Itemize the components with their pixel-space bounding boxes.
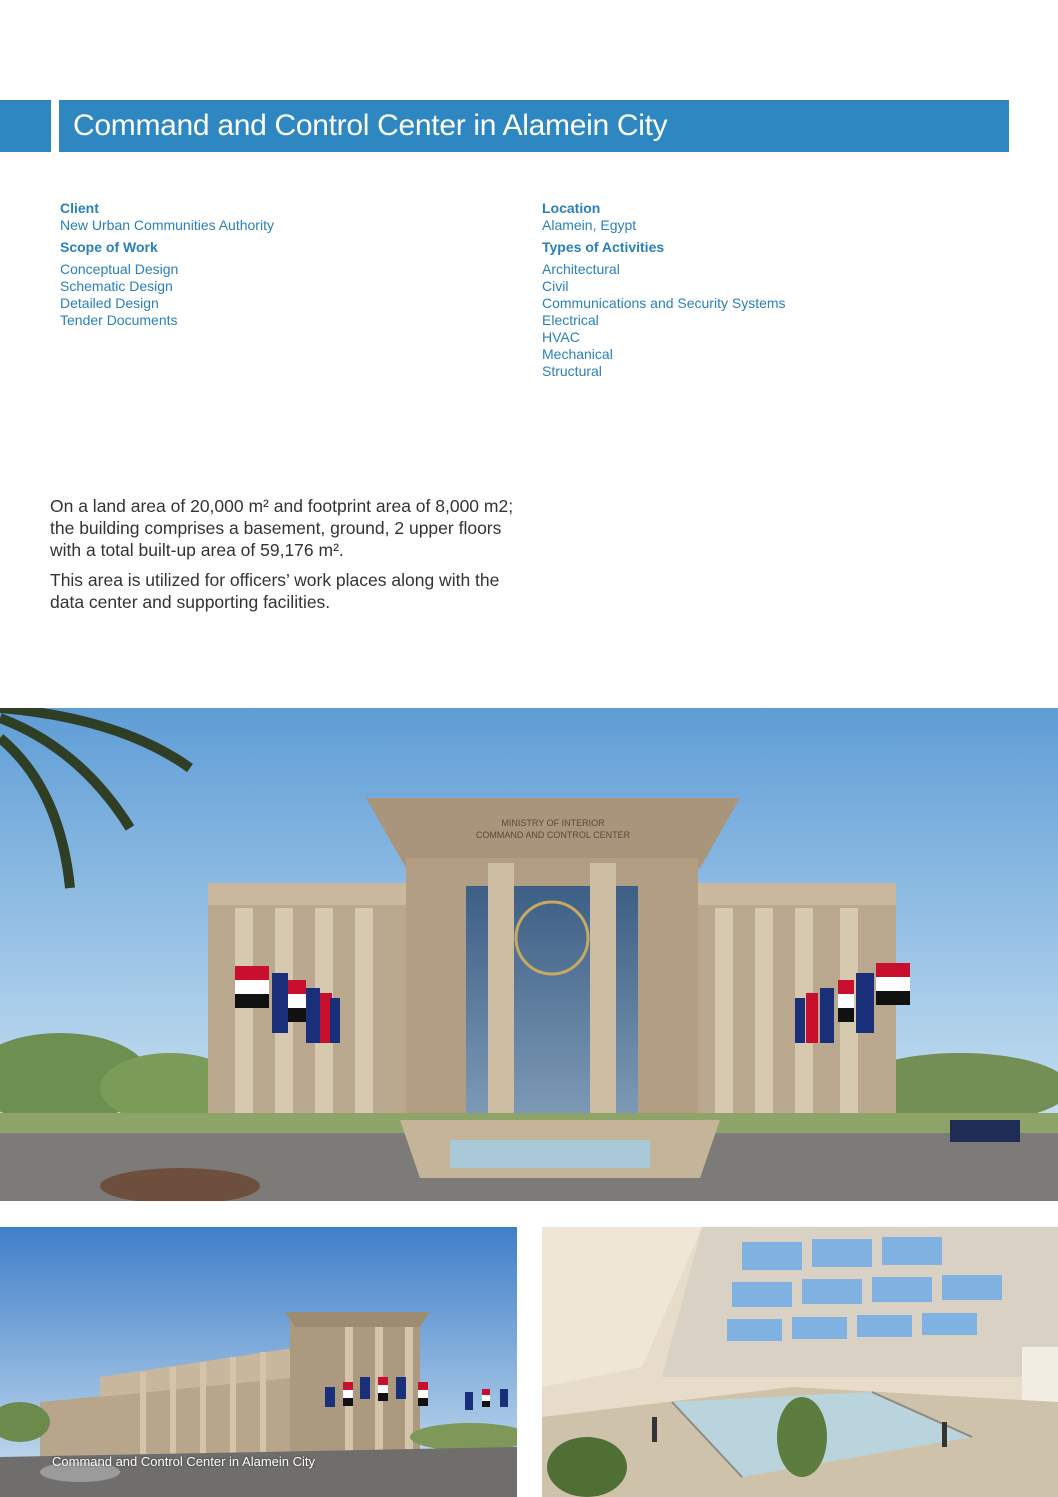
description-paragraph: This area is utilized for officers’ work places along with the data center and supporting facilities. xyxy=(50,570,500,612)
location-value: Alamein, Egypt xyxy=(542,217,637,233)
activities-label: Types of Activities xyxy=(542,239,665,255)
image-caption: Command and Control Center in Alamein City xyxy=(52,1454,316,1469)
scope-label: Scope of Work xyxy=(60,239,158,255)
header-accent-block xyxy=(0,100,51,152)
activity-item: Communications and Security Systems xyxy=(542,295,786,311)
project-description xyxy=(50,495,520,621)
info-column-left xyxy=(60,200,480,329)
main-building-illustration xyxy=(0,708,1058,1201)
activities-list xyxy=(542,261,1002,380)
scope-item: Conceptual Design xyxy=(60,261,179,277)
sign-text-line-2: COMMAND AND CONTROL CENTER xyxy=(475,830,631,840)
client-value: New Urban Communities Authority xyxy=(60,217,274,233)
activity-item: HVAC xyxy=(542,329,580,345)
page-title: Command and Control Center in Alamein City xyxy=(73,109,668,142)
main-building-rendering xyxy=(0,708,1058,1201)
client-label: Client xyxy=(60,200,99,216)
activity-item: Electrical xyxy=(542,312,599,328)
sign-text-line-1: MINISTRY OF INTERIOR xyxy=(501,818,605,828)
info-column-right xyxy=(542,200,1002,380)
activity-item: Civil xyxy=(542,278,569,294)
title-bar xyxy=(59,100,1009,152)
scope-list xyxy=(60,261,480,329)
activity-item: Structural xyxy=(542,363,602,379)
scope-item: Detailed Design xyxy=(60,295,159,311)
description-paragraph: On a land area of 20,000 m² and footprint area of 8,000 m2; the building comprises a basement, ground, 2 upper floors with a total built-up area of 59,176 m². xyxy=(50,496,514,560)
exterior-side-rendering xyxy=(0,1227,517,1497)
activity-item: Mechanical xyxy=(542,346,613,362)
atrium-interior-rendering xyxy=(542,1227,1058,1497)
location-label: Location xyxy=(542,200,601,216)
scope-item: Schematic Design xyxy=(60,278,173,294)
scope-item: Tender Documents xyxy=(60,312,178,328)
atrium-interior-illustration xyxy=(542,1227,1058,1497)
activity-item: Architectural xyxy=(542,261,620,277)
